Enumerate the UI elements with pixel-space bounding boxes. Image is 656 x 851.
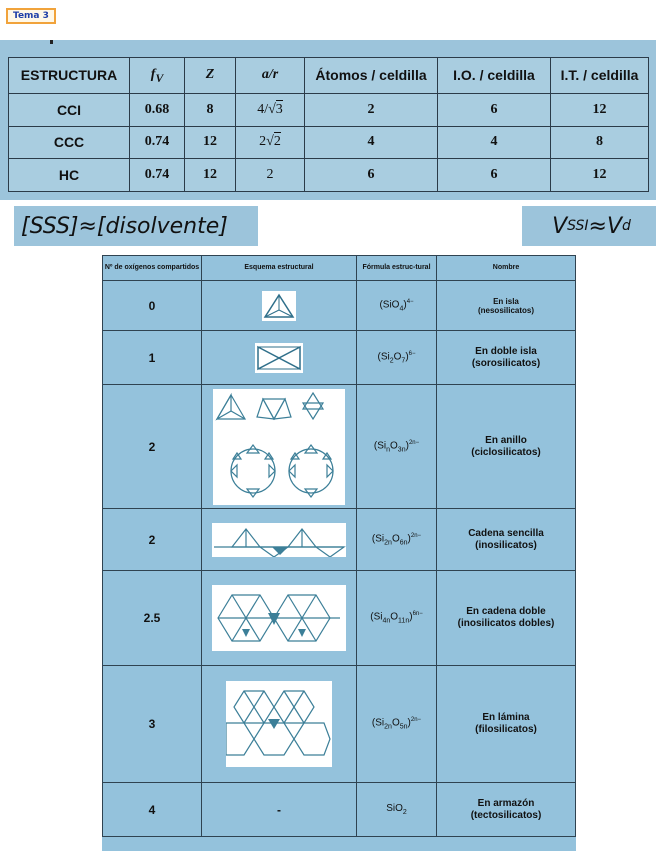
- cell-oxigenos: 2.5: [103, 571, 202, 666]
- cell-formula: $(Si_2O_7)^{6-}$: [357, 331, 437, 385]
- cell-formula: SiO$_2$: [357, 783, 437, 837]
- name-line1: En armazón: [477, 797, 535, 809]
- header-io: I.O. / celdilla: [438, 58, 551, 94]
- header-oxigenos: Nº de oxígenos compartidos: [103, 256, 202, 281]
- name-line2: (sorosilicatos): [471, 357, 541, 369]
- cell-formula: $(Si_{4n}O_{11n})^{6n-}$: [357, 571, 437, 666]
- topic-tag: Tema 3: [6, 8, 56, 24]
- table-row: [9, 93, 649, 126]
- cell-atomos: 6: [305, 159, 438, 192]
- header-formula: Fórmula estruc-tural: [357, 256, 437, 281]
- name-line1: En doble isla: [475, 345, 537, 357]
- cell-formula: $(Si_{2n}O_{5n})^{2n-}$: [357, 666, 437, 783]
- table-row: [103, 509, 576, 571]
- table-row: [103, 783, 576, 837]
- single-chain-scheme: [212, 523, 346, 557]
- silicate-table: [102, 255, 576, 851]
- table-row: [9, 126, 649, 159]
- tetrahedron-scheme: [262, 291, 296, 321]
- cell-scheme: -: [202, 783, 357, 837]
- name-line1: En isla: [493, 296, 519, 306]
- name-line2: (ciclosilicatos): [471, 446, 541, 458]
- cell-scheme: [202, 509, 357, 571]
- header-esquema: Esquema estructural: [202, 256, 357, 281]
- name-line2: (inosilicatos): [475, 539, 537, 551]
- name-line2: (tectosilicatos): [470, 809, 542, 821]
- cell-atomos: 2: [305, 93, 438, 126]
- cell-estructura: HC: [58, 167, 80, 184]
- table-footer-row: [103, 837, 576, 851]
- name-line1: En anillo: [485, 434, 527, 446]
- header-z: Z: [185, 58, 236, 94]
- header-estructura: ESTRUCTURA: [9, 58, 130, 94]
- cell-io: 4: [438, 126, 551, 159]
- cell-nombre: [437, 385, 576, 509]
- cell-oxigenos: 3: [103, 666, 202, 783]
- cell-estructura: CCI: [56, 101, 82, 118]
- cell-it: 8: [551, 126, 649, 159]
- cell-ar: 2: [236, 159, 305, 192]
- cell-nombre: [437, 571, 576, 666]
- cell-io: 6: [438, 93, 551, 126]
- cell-nombre: [437, 783, 576, 837]
- cell-fv: 0.74: [130, 159, 185, 192]
- cell-nombre: [437, 331, 576, 385]
- ring-scheme: [213, 389, 345, 505]
- header-fv: $f_V$: [130, 58, 185, 94]
- name-line2: (nesosilicatos): [477, 305, 534, 315]
- cell-scheme: [202, 385, 357, 509]
- header-it: I.T. / celdilla: [551, 58, 649, 94]
- header-atomos: Átomos / celdilla: [305, 58, 438, 94]
- cell-it: 12: [551, 159, 649, 192]
- cell-scheme: [202, 666, 357, 783]
- cell-fv: 0.74: [130, 126, 185, 159]
- cell-oxigenos: 2: [103, 509, 202, 571]
- cell-io: 6: [438, 159, 551, 192]
- cell-oxigenos: 4: [103, 783, 202, 837]
- cell-nombre: [437, 666, 576, 783]
- table-row: [9, 159, 649, 192]
- double-tetrahedron-scheme: [255, 343, 303, 373]
- table-header-row: [103, 256, 576, 281]
- name-line1: En lámina: [482, 712, 530, 723]
- cell-ar: 4/√3: [236, 93, 305, 126]
- cell-scheme: [202, 331, 357, 385]
- cell-atomos: 4: [305, 126, 438, 159]
- cell-oxigenos: 1: [103, 331, 202, 385]
- name-line1: En cadena doble: [466, 606, 546, 617]
- cell-oxigenos: 0: [103, 281, 202, 331]
- cell-oxigenos: 2: [103, 385, 202, 509]
- equation-sss: [SSS]≈[disolvente]: [14, 206, 258, 246]
- cell-z: 12: [185, 126, 236, 159]
- cell-formula: $(Si_nO_{3n})^{2n-}$: [357, 385, 437, 509]
- cell-fv: 0.68: [130, 93, 185, 126]
- table-row: [103, 281, 576, 331]
- cell-scheme: [202, 571, 357, 666]
- equation-vssi: V SSI ≈ V d: [522, 206, 656, 246]
- double-chain-scheme: [212, 585, 346, 651]
- header-nombre: Nombre: [437, 256, 576, 281]
- cell-estructura: CCC: [53, 134, 85, 151]
- sheet-scheme: [226, 681, 332, 767]
- name-line2: (inosilicatos dobles): [457, 618, 555, 629]
- name-line2: (filosilicatos): [475, 724, 537, 735]
- cell-z: 12: [185, 159, 236, 192]
- cell-nombre: [437, 281, 576, 331]
- cell-nombre: [437, 509, 576, 571]
- cell-formula: $(Si_{2n}O_{6n})^{2n-}$: [357, 509, 437, 571]
- cell-ar: 2√2: [236, 126, 305, 159]
- table-row: [103, 571, 576, 666]
- table-row: [103, 666, 576, 783]
- cell-it: 12: [551, 93, 649, 126]
- name-line1: Cadena sencilla: [468, 527, 544, 539]
- header-a-over-r: a/r: [236, 58, 305, 94]
- table-row: [103, 331, 576, 385]
- crystal-structure-table: [8, 57, 649, 192]
- cell-scheme: [202, 281, 357, 331]
- cell-z: 8: [185, 93, 236, 126]
- dot-mark: [50, 40, 53, 44]
- cell-formula: $(SiO_4)^{4-}$: [357, 281, 437, 331]
- table-row: [103, 385, 576, 509]
- table-header-row: [9, 58, 649, 94]
